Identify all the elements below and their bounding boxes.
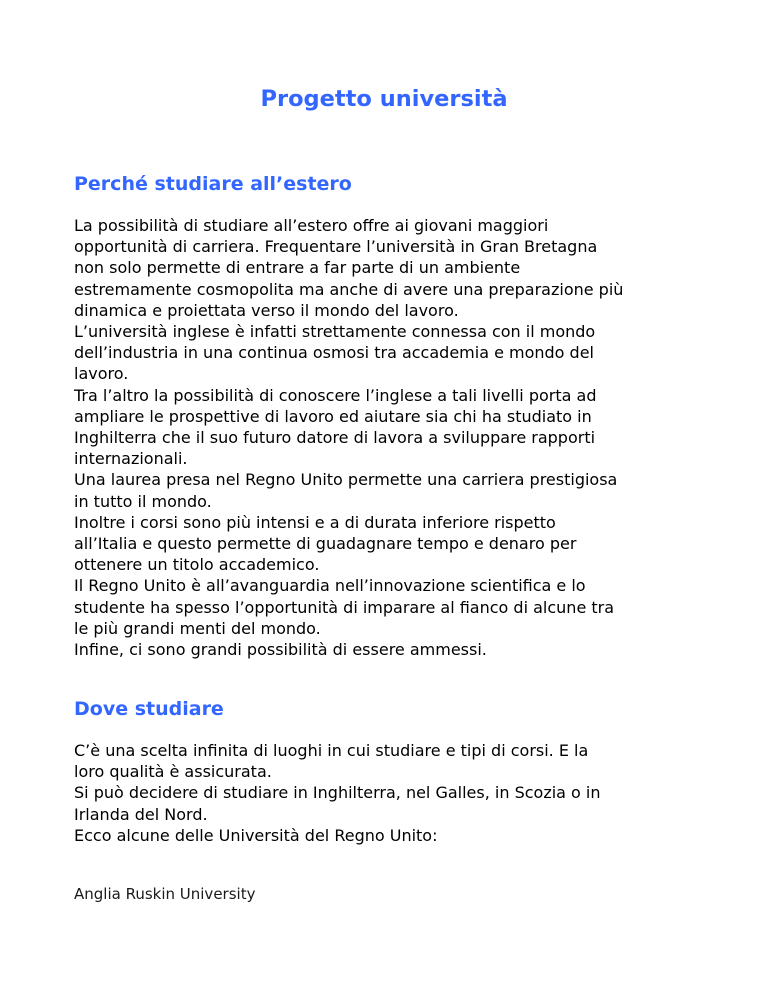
university-list-item: Anglia Ruskin University [74,885,256,903]
paragraph-line: ampliare le prospettive di lavoro ed aiutare sia chi ha studiato in [74,406,592,426]
paragraph-line: all’Italia e questo permette di guadagnare tempo e denaro per [74,534,577,554]
paragraph-line: studente ha spesso l’opportunità di imparare al fianco di alcune tra [74,597,615,617]
paragraph-line: internazionali. [74,449,188,469]
document-title: Progetto università [260,86,508,112]
paragraph-line: Tra l’altro la possibilità di conoscere l’inglese a tali livelli porta ad [74,385,597,405]
paragraph-line: C’è una scelta infinita di luoghi in cui studiare e tipi di corsi. E la [74,741,589,760]
paragraph-line: Il Regno Unito è all’avanguardia nell’innovazione scientifica e lo [74,576,586,596]
paragraph-line: dinamica e proiettata verso il mondo del lavoro. [74,300,459,320]
paragraph-line: La possibilità di studiare all’estero offre ai giovani maggiori [74,216,549,235]
section-body-where-to-study [74,740,714,846]
paragraph-line: non solo permette di entrare a far parte di un ambiente [74,258,521,278]
paragraph-line: in tutto il mondo. [74,491,212,511]
paragraph-line: Irlanda del Nord. [74,804,208,824]
paragraph-line: ottenere un titolo accademico. [74,555,320,575]
paragraph-line: Una laurea presa nel Regno Unito permette una carriera prestigiosa [74,470,618,490]
section-heading-where-to-study: Dove studiare [74,698,224,720]
paragraph-line: L’università inglese è infatti strettamente connessa con il mondo [74,322,596,342]
paragraph-line: Inghilterra che il suo futuro datore di lavora a sviluppare rapporti [74,428,596,448]
paragraph-line: Infine, ci sono grandi possibilità di essere ammessi. [74,640,487,660]
paragraph-line: Ecco alcune delle Università del Regno Unito: [74,825,438,845]
paragraph-line: opportunità di carriera. Frequentare l’università in Gran Bretagna [74,237,598,257]
paragraph-line: le più grandi menti del mondo. [74,618,321,638]
paragraph-line: dell’industria in una continua osmosi tra accademia e mondo del [74,343,594,363]
section-heading-why-study-abroad: Perché studiare all’estero [74,173,352,195]
paragraph-line: lavoro. [74,364,129,384]
paragraph-line: Inoltre i corsi sono più intensi e a di durata inferiore rispetto [74,512,556,532]
section-body-why-study-abroad [74,215,714,660]
paragraph-line: estremamente cosmopolita ma anche di avere una preparazione più [74,279,624,299]
paragraph-line: Si può decidere di studiare in Inghilterra, nel Galles, in Scozia o in [74,783,601,803]
paragraph-line: loro qualità è assicurata. [74,762,272,782]
